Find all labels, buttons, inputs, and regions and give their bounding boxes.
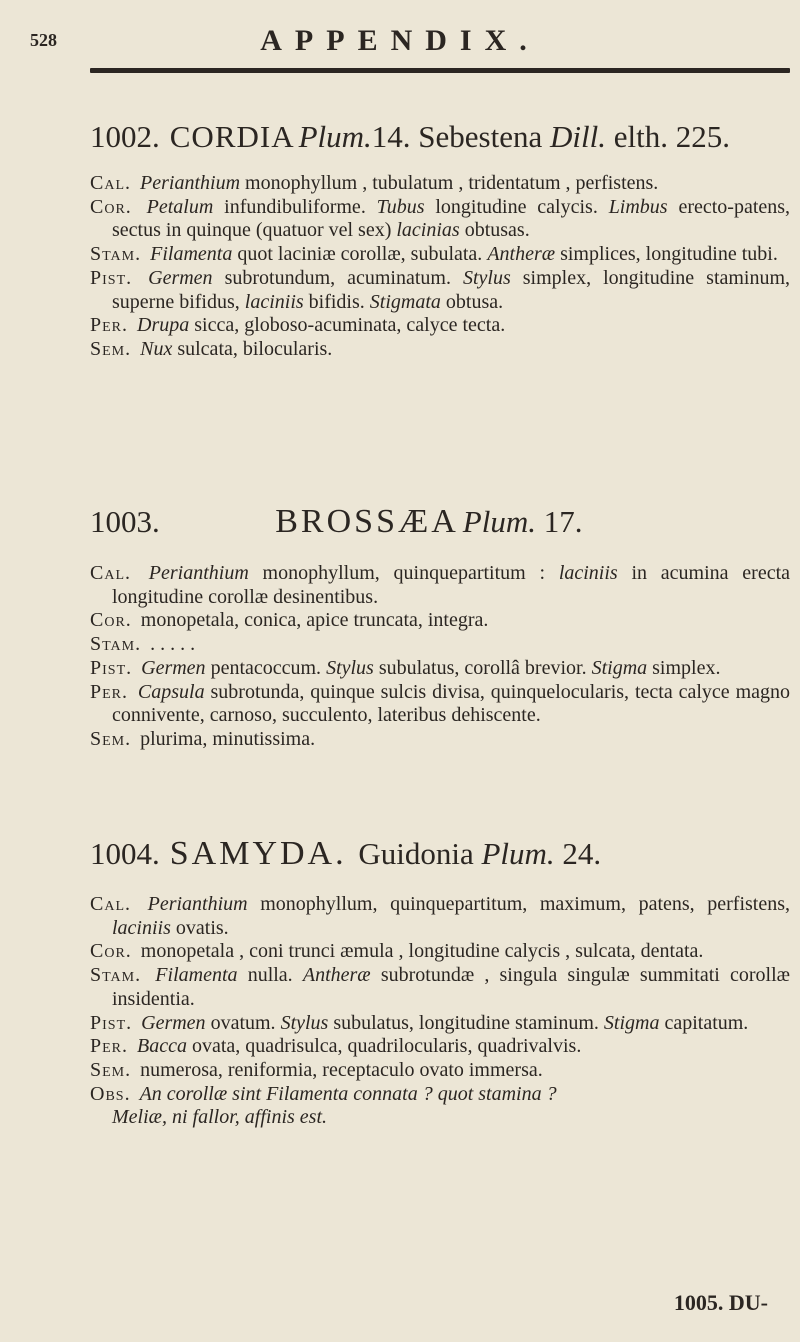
entry-1003-body bbox=[90, 562, 790, 752]
term: Antheræ bbox=[487, 243, 556, 266]
term: Perianthium bbox=[148, 562, 249, 584]
text: sicca, globoso-acuminata, calyce tecta. bbox=[194, 314, 506, 337]
text: subrotundæ , singula singulæ summitati corollæ insidentia. bbox=[112, 964, 791, 1010]
corolla-description bbox=[90, 609, 790, 633]
text: ovatum. bbox=[210, 1011, 276, 1034]
term: Stylus bbox=[462, 266, 511, 289]
seed-description bbox=[90, 728, 790, 752]
term: Stigma bbox=[603, 1011, 660, 1034]
text: monophyllum, quinquepartitum, maximum, patens, perfistens, bbox=[260, 893, 791, 915]
text: numerosa, reniformia, receptaculo ovato immersa. bbox=[140, 1058, 543, 1081]
running-title: APPENDIX. bbox=[260, 24, 540, 57]
calyx-description bbox=[90, 172, 790, 196]
term: Germen bbox=[148, 266, 213, 289]
seed-description bbox=[90, 338, 790, 362]
entry-heading-1004 bbox=[90, 834, 790, 875]
reference-number: 17. bbox=[543, 504, 583, 539]
entry-1002-body bbox=[90, 172, 790, 362]
term: Filamenta bbox=[150, 243, 233, 266]
corolla-description bbox=[90, 940, 790, 964]
synonym: Guidonia bbox=[358, 836, 474, 871]
pericarp-description bbox=[90, 1035, 790, 1059]
term: Stylus bbox=[326, 656, 374, 679]
section-label: Per. bbox=[90, 680, 129, 703]
text: subulatus, longitudine staminum. bbox=[333, 1011, 599, 1034]
author-abbr: Dill. bbox=[550, 119, 606, 154]
section-label: Cal. bbox=[90, 172, 132, 194]
section-label: Per. bbox=[90, 1035, 129, 1058]
text: monopetala , coni trunci æmula , longitudine calycis , sulcata, dentata. bbox=[140, 940, 704, 963]
text: longitudine calycis. bbox=[435, 195, 598, 218]
term: laciniis bbox=[112, 916, 171, 939]
stamen-description bbox=[90, 964, 790, 1011]
term: Drupa bbox=[137, 314, 190, 337]
text: capitatum. bbox=[664, 1011, 749, 1034]
text: ovatis. bbox=[175, 916, 229, 939]
header-rule bbox=[90, 68, 790, 73]
page-number: 528 bbox=[30, 30, 57, 50]
text: subrotundum, acuminatum. bbox=[224, 266, 451, 289]
entry-1004-body bbox=[90, 893, 790, 1130]
stamen-description bbox=[90, 243, 790, 267]
term: Bacca bbox=[137, 1035, 187, 1058]
term: Germen bbox=[141, 656, 206, 679]
term: Perianthium bbox=[147, 893, 248, 915]
text: quot laciniæ corollæ, subulata. bbox=[237, 243, 483, 266]
text: bifidis. bbox=[308, 290, 365, 313]
entry-number: 1004. bbox=[90, 836, 160, 871]
section-label: Pist. bbox=[90, 656, 133, 679]
text: simplices, longitudine tubi. bbox=[560, 243, 778, 266]
term: Stigmata bbox=[369, 290, 441, 313]
entry-heading-1003 bbox=[90, 502, 790, 543]
text: monophyllum, quinquepartitum : bbox=[262, 562, 546, 584]
text: ovata, quadrisulca, quadrilocularis, quadrivalvis. bbox=[192, 1035, 582, 1058]
author-abbr: Plum. bbox=[462, 504, 536, 539]
section-label: Pist. bbox=[90, 1011, 133, 1034]
section-label: Sem. bbox=[90, 1058, 132, 1081]
term: laciniis bbox=[244, 290, 304, 313]
author-abbr: Plum. bbox=[298, 119, 372, 154]
genus-name: BROSSÆA bbox=[275, 503, 459, 540]
pistil-description bbox=[90, 657, 790, 681]
text: pentacoccum. bbox=[210, 656, 322, 679]
entry-number: 1002. bbox=[90, 119, 160, 154]
section-label: Cor. bbox=[90, 940, 132, 963]
text: simplex. bbox=[652, 656, 721, 679]
text: An corollæ sint Filamenta connata ? quot stamina ? bbox=[139, 1082, 557, 1105]
reference: elth. 225. bbox=[613, 119, 730, 154]
term: Capsula bbox=[137, 680, 205, 703]
text: . . . . . bbox=[150, 633, 196, 656]
text: simplex, longitudine staminum, superne bifidus, bbox=[112, 266, 791, 313]
text: sulcata, bilocularis. bbox=[177, 337, 333, 360]
genus-name: CORDIA bbox=[169, 119, 295, 154]
stamen-description bbox=[90, 633, 790, 657]
section-label: Pist. bbox=[90, 266, 133, 289]
author-abbr: Plum. bbox=[481, 836, 555, 871]
term: Stigma bbox=[591, 656, 648, 679]
seed-description bbox=[90, 1059, 790, 1083]
text: monophyllum , tubulatum , tridentatum , perfistens. bbox=[245, 172, 659, 194]
section-label: Sem. bbox=[90, 337, 132, 360]
section-label: Sem. bbox=[90, 727, 132, 750]
pericarp-description bbox=[90, 681, 790, 728]
term: laciniis bbox=[558, 562, 618, 584]
catchword: 1005. DU- bbox=[673, 1290, 768, 1315]
text: Meliæ, ni fallor, affinis est. bbox=[112, 1106, 328, 1129]
term: Tubus bbox=[376, 195, 425, 218]
term: Stylus bbox=[280, 1011, 329, 1034]
running-head bbox=[30, 22, 770, 62]
section-label: Cor. bbox=[90, 609, 132, 632]
corolla-description bbox=[90, 196, 790, 243]
calyx-description bbox=[90, 893, 790, 940]
reference-number: 14. bbox=[371, 119, 411, 154]
section-label: Cor. bbox=[90, 195, 132, 218]
pistil-description bbox=[90, 267, 790, 314]
section-label: Cal. bbox=[90, 562, 132, 584]
term: Nux bbox=[140, 337, 173, 360]
text: monopetala, conica, apice truncata, integra. bbox=[140, 609, 489, 632]
section-label: Cal. bbox=[90, 893, 132, 915]
observation bbox=[90, 1083, 790, 1130]
section-label: Stam. bbox=[90, 964, 142, 987]
term: Limbus bbox=[608, 195, 668, 218]
term: Antheræ bbox=[302, 964, 371, 987]
entry-number: 1003. bbox=[90, 504, 160, 539]
synonym: Sebestena bbox=[418, 119, 543, 154]
term: lacinias bbox=[396, 219, 460, 242]
section-label: Obs. bbox=[90, 1082, 131, 1105]
text: nulla. bbox=[247, 964, 293, 987]
text: in acumina erecta longitudine corollæ desinentibus. bbox=[112, 562, 791, 608]
pistil-description bbox=[90, 1012, 790, 1036]
genus-name: SAMYDA. bbox=[169, 835, 347, 872]
text: obtusa. bbox=[445, 290, 504, 313]
term: Petalum bbox=[146, 195, 214, 218]
text: subulatus, corollâ brevior. bbox=[378, 656, 587, 679]
text: plurima, minutissima. bbox=[140, 727, 316, 750]
term: Germen bbox=[141, 1011, 206, 1034]
term: Filamenta bbox=[155, 964, 238, 987]
entry-heading-1002 bbox=[90, 118, 790, 155]
section-label: Per. bbox=[90, 314, 129, 337]
section-label: Stam. bbox=[90, 633, 142, 656]
pericarp-description bbox=[90, 314, 790, 338]
text: infundibuliforme. bbox=[224, 195, 366, 218]
reference-number: 24. bbox=[562, 836, 602, 871]
text: erecto-patens, sectus in quinque (quatuor vel sex) bbox=[112, 195, 791, 242]
text: obtusas. bbox=[464, 219, 530, 242]
section-label: Stam. bbox=[90, 243, 142, 266]
term: Perianthium bbox=[140, 172, 241, 194]
text: subrotunda, quinque sulcis divisa, quinquelocularis, tecta calyce magno connivente, carnoso, succulento, lateribus dehiscente. bbox=[112, 680, 791, 727]
calyx-description bbox=[90, 562, 790, 609]
